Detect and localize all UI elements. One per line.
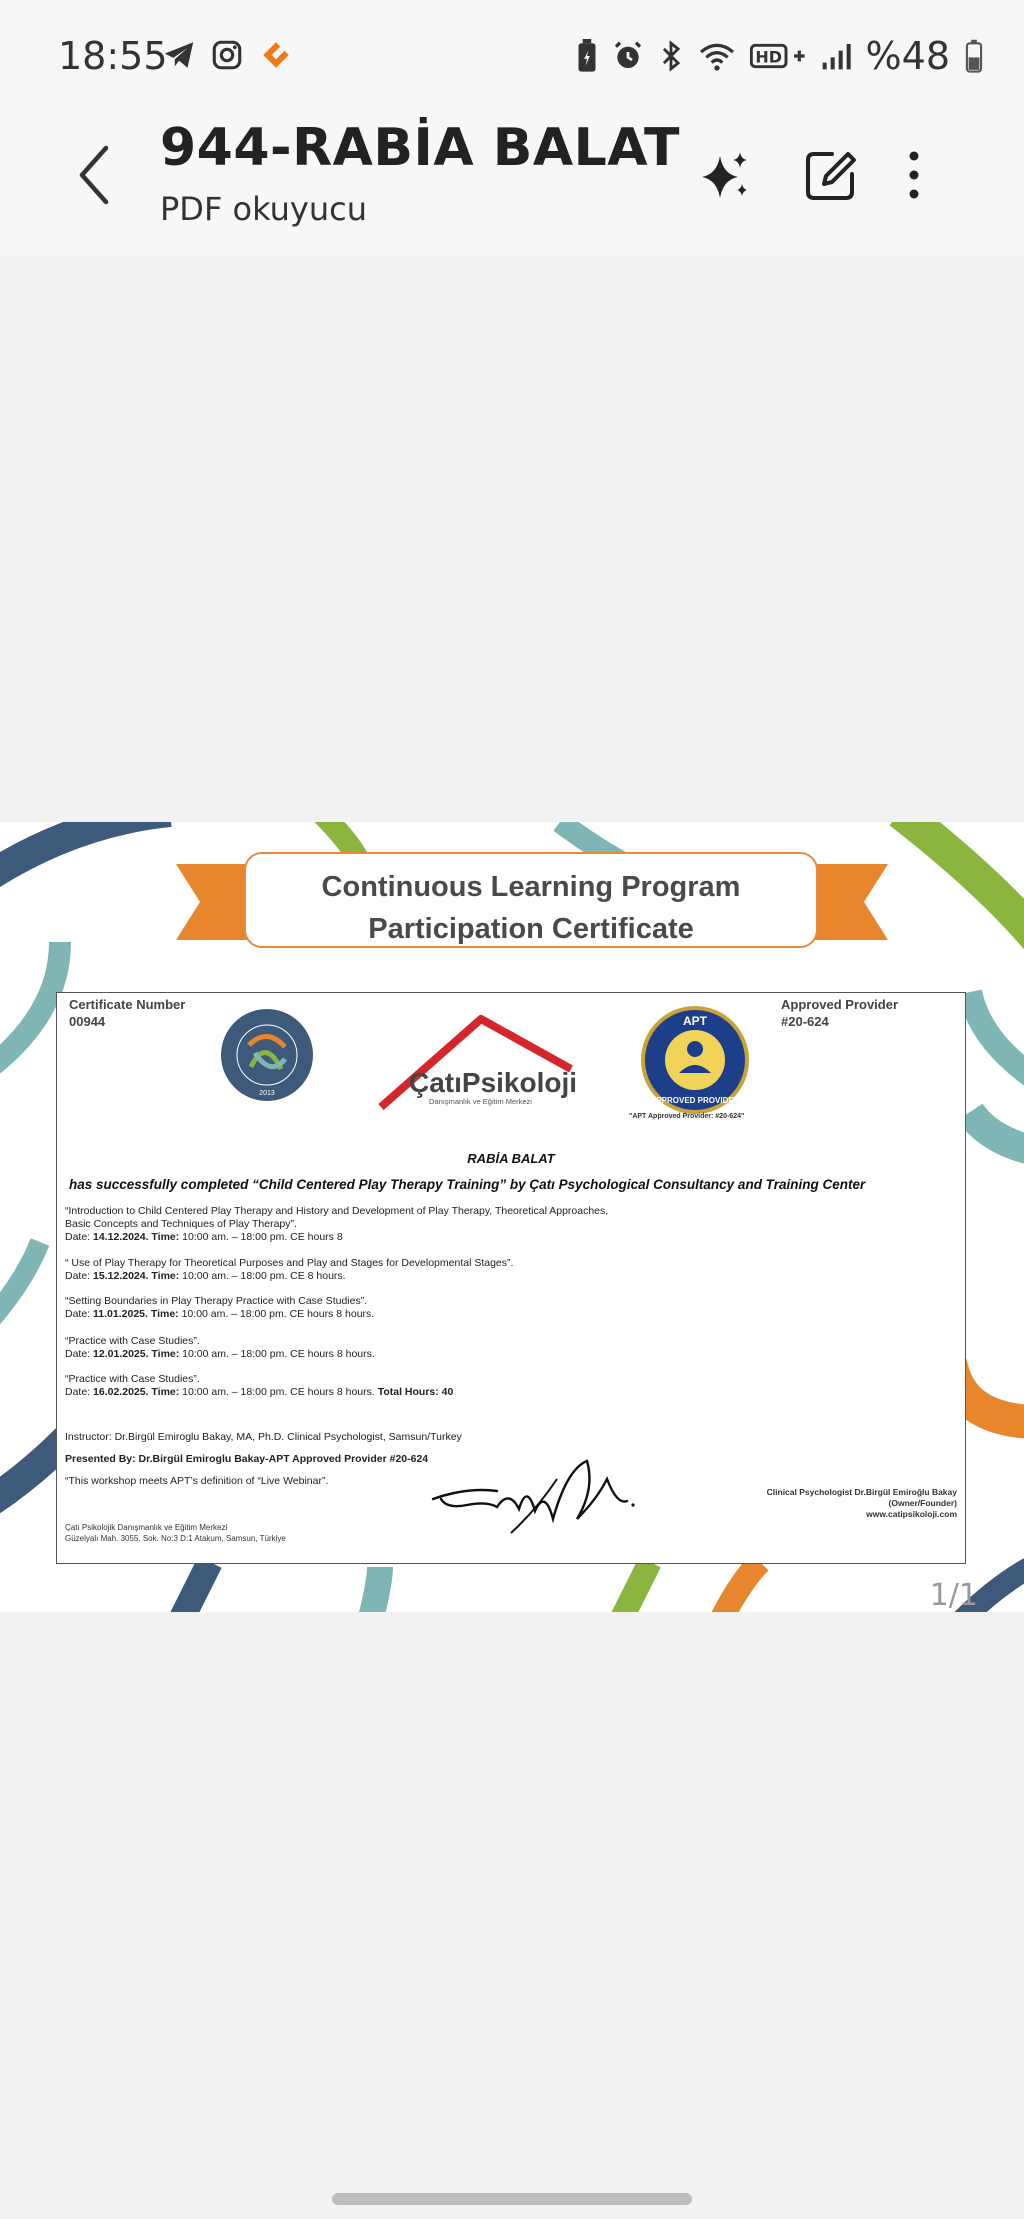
session-topic: Basic Concepts and Techniques of Play Therapy”. [65,1218,297,1230]
more-vertical-icon [894,144,934,206]
more-options-button[interactable] [894,144,934,206]
session-time: 10:00 am. – 18:00 pm. CE 8 hours. [182,1270,346,1282]
session-time: 10:00 am. – 18:00 pm. CE hours 8 hours. [182,1348,375,1360]
completion-statement: has successfully completed “Child Centered Play Therapy Training” by Çatı Psychological Consultancy and Training Center [69,1177,866,1192]
session-topic: “Practice with Case Studies”. [65,1335,200,1347]
chevron-left-icon [70,140,120,210]
wifi-icon [698,40,736,72]
page-indicator: 1/1 [929,1578,978,1613]
session-time-label: Time: [151,1386,180,1398]
address-line-2: Güzelyalı Mah. 3055. Sok. No:3 D:1 Atakum, Samsun, Türkiye [65,1534,286,1543]
session-date: 14.12.2024. [93,1231,149,1243]
alarm-icon [612,40,644,72]
apt-provider-caption: "APT Approved Provider: #20-624" [629,1113,745,1120]
certificate-banner [244,852,818,948]
session-date: 16.02.2025. [93,1386,149,1398]
session-time: 10:00 am. – 18:00 pm. CE hours 8 hours. [181,1308,375,1320]
session-date: 15.12.2024. [93,1270,149,1282]
battery-percentage: %48 [865,34,950,78]
battery-saver-icon [576,39,598,73]
status-system-icons [576,34,984,78]
certificate-number: 00944 [69,1014,106,1029]
recipient-name: RABİA BALAT [467,1151,555,1166]
signer-name: Clinical Psychologist Dr.Birgül Emiroğlu Bakay [766,1487,957,1497]
banner-line-2: Participation Certificate [368,913,694,945]
cati-psikoloji-tagline: Danışmanlık ve Eğitim Merkezi [429,1097,532,1106]
svg-text:HD: HD [754,47,782,67]
apt-seal-title: APT [683,1014,707,1028]
session-date-line [65,1348,375,1361]
battery-icon [964,39,984,73]
approved-provider-number: #20-624 [781,1014,829,1029]
back-button[interactable] [70,140,120,210]
session-date-label: Date: [65,1348,91,1360]
ai-assist-button[interactable] [694,144,756,206]
status-notification-icons [162,38,294,72]
banner-line-1: Continuous Learning Program [321,871,741,903]
edit-button[interactable] [800,144,862,206]
instagram-icon [210,38,244,72]
apt-seal-bottom: APPROVED PROVIDER [650,1096,740,1105]
edit-icon [800,144,862,206]
session-total-hours: Total Hours: 40 [377,1386,454,1398]
session-entry [65,1373,453,1399]
app-heart-icon [258,38,294,72]
home-indicator-bar[interactable] [332,2193,692,2205]
session-entry [65,1257,513,1283]
status-time: 18:55 [58,34,168,78]
session-date-label: Date: [65,1231,91,1243]
session-entry [65,1205,608,1244]
apt-approved-provider-seal [635,1005,755,1115]
session-time: 10:00 am. – 18:00 pm. CE hours 8 hours. [182,1386,375,1398]
session-date-line [65,1308,374,1321]
session-date-line [65,1386,453,1399]
pdf-page[interactable] [0,822,1024,1612]
cati-psikoloji-logo-text: ÇatıPsikoloji [409,1067,578,1098]
play-therapy-association-logo [219,1007,315,1103]
session-time-label: Time: [151,1348,180,1360]
app-bar [0,100,1024,256]
session-topic: “ Use of Play Therapy for Theoretical Purposes and Play and Stages for Developmental Stages”. [65,1257,514,1269]
session-date: 12.01.2025. [93,1348,149,1360]
instructor-line: Instructor: Dr.Birgül Emiroglu Bakay, MA, Ph.D. Clinical Psychologist, Samsun/Turkey [65,1431,462,1443]
signer-website: www.catipsikoloji.com [866,1509,957,1519]
session-topic: “Introduction to Child Centered Play Therapy and History and Development of Play Therapy, Theoretical Approaches, [65,1205,609,1217]
signer-role: (Owner/Founder) [888,1498,957,1508]
document-title: 944-RABİA BALAT [160,118,680,178]
presented-by-line: Presented By: Dr.Birgül Emiroglu Bakay-APT Approved Provider #20-624 [65,1453,429,1465]
session-entry [65,1295,374,1321]
session-topic: “Practice with Case Studies”. [65,1373,200,1385]
telegram-icon [162,38,196,72]
approved-provider-label: Approved Provider [781,997,899,1012]
hd-plus-icon [750,40,806,72]
ai-sparkle-icon [694,144,756,206]
signer-block [767,1487,957,1520]
status-bar [0,0,1024,100]
certificate-body [56,992,966,1564]
session-date-label: Date: [65,1386,91,1398]
session-date-label: Date: [65,1308,91,1320]
association-logo-year: 2013 [259,1090,275,1097]
signal-icon [820,40,852,72]
signature-image [427,1449,637,1539]
session-time: 10:00 am. – 18:00 pm. CE hours 8 [182,1231,343,1243]
document-subtitle: PDF okuyucu [160,190,368,228]
address-line-1: Çatı Psikolojik Danışmanlık ve Eğitim Merkezi [65,1523,228,1532]
session-time-label: Time: [151,1231,180,1243]
session-date-line [65,1231,608,1244]
session-entry [65,1335,375,1361]
session-date: 11.01.2025. [93,1308,148,1320]
session-date-line [65,1270,513,1283]
session-topic: “Setting Boundaries in Play Therapy Practice with Case Studies”. [65,1295,368,1307]
certificate-number-label: Certificate Number [69,997,186,1012]
webinar-note: “This workshop meets APT’s definition of “Live Webinar”. [65,1475,329,1487]
session-date-label: Date: [65,1270,91,1282]
session-time-label: Time: [151,1270,180,1282]
session-time-label: Time: [150,1308,179,1320]
bluetooth-icon [658,39,684,73]
